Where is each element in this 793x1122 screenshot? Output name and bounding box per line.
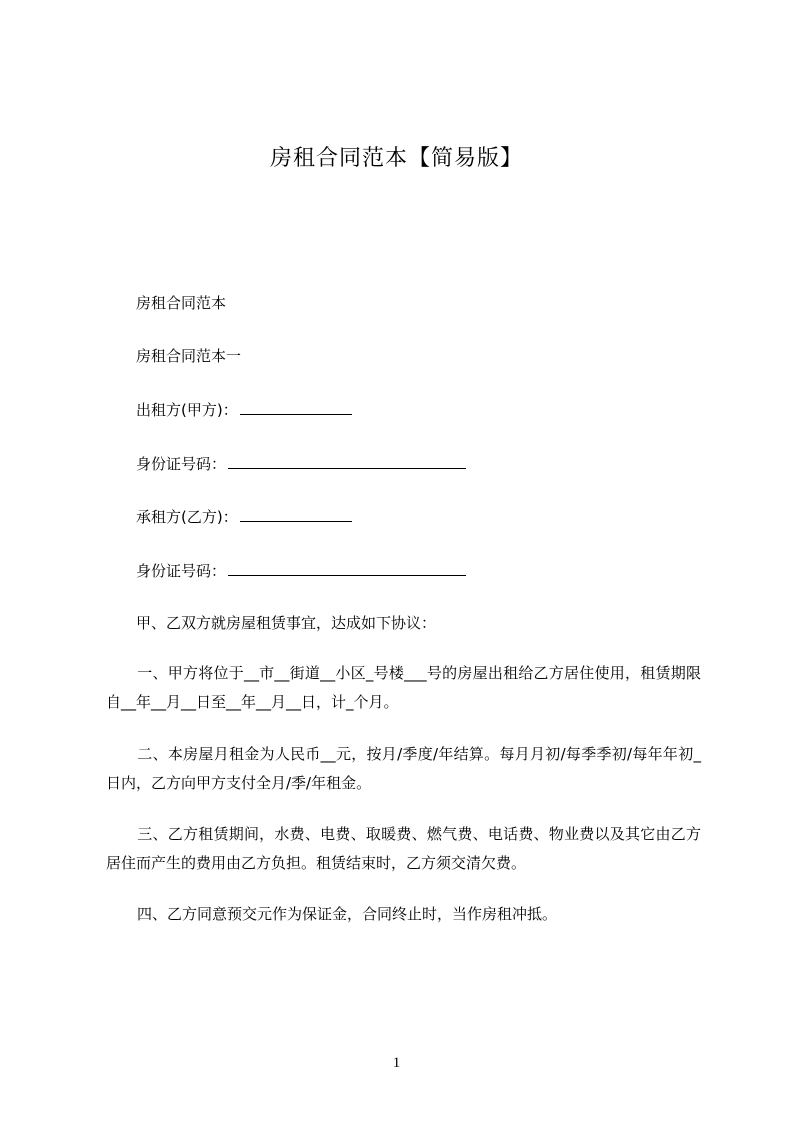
document-title: 房租合同范本【简易版】 — [269, 146, 523, 171]
page-number: 1 — [392, 1055, 401, 1071]
lessor-id-blank — [228, 454, 466, 469]
heading-contract-template-one: 房租合同范本一 — [136, 347, 242, 365]
heading-contract-template: 房租合同范本 — [136, 294, 227, 312]
lessee-line — [136, 506, 352, 527]
lessee-id-line — [136, 560, 466, 581]
clause-2-text: 二、本房屋月租金为人民币__元，按月/季度/年结算。每月月初/每季季初/每年年初_日内，乙方向甲方支付全月/季/年租金。 — [106, 745, 701, 792]
clause-2 — [106, 740, 701, 798]
lessor-id-label: 身份证号码： — [136, 455, 227, 473]
lessee-blank — [240, 507, 352, 522]
lessee-label: 承租方(乙方)： — [136, 508, 238, 526]
clause-3 — [106, 820, 701, 878]
lessee-id-label: 身份证号码： — [136, 562, 227, 580]
lessee-id-blank — [228, 561, 466, 576]
lessor-blank — [240, 400, 352, 415]
agreement-intro: 甲、乙双方就房屋租赁事宜，达成如下协议： — [136, 614, 437, 632]
clause-4-text: 四、乙方同意预交元作为保证金，合同终止时，当作房租冲抵。 — [137, 905, 558, 923]
lessor-line — [136, 399, 352, 420]
lessor-id-line — [136, 453, 466, 474]
clause-3-text: 三、乙方租赁期间，水费、电费、取暖费、燃气费、电话费、物业费以及其它由乙方居住而产生的费用由乙方负担。租赁结束时，乙方须交清欠费。 — [106, 825, 701, 872]
clause-1 — [106, 659, 701, 717]
clause-1-text: 一、甲方将位于__市__街道__小区_号楼___号的房屋出租给乙方居住使用，租赁期限自__年__月__日至__年__月__日，计_个月。 — [106, 664, 701, 711]
clause-4 — [106, 900, 701, 929]
lessor-label: 出租方(甲方)： — [136, 401, 238, 419]
